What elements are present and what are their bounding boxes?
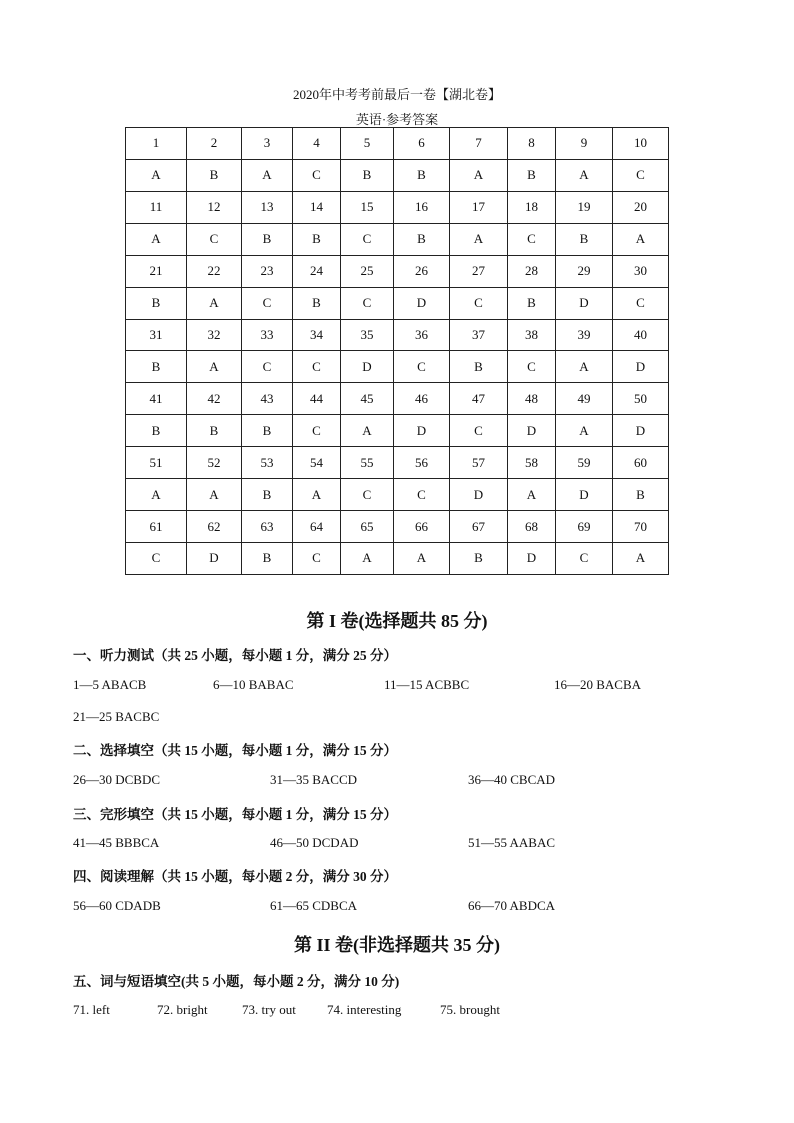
answer-cell: A <box>613 542 669 574</box>
answer-cell: C <box>293 415 341 447</box>
answer-cell: A <box>126 159 187 191</box>
section5-heading: 五、词与短语填空(共 5 小题，每小题 2 分，满分 10 分) <box>73 974 400 989</box>
question-number-cell: 50 <box>613 383 669 415</box>
question-number-cell: 64 <box>293 511 341 543</box>
answer-cell: D <box>187 542 242 574</box>
answer-group: 61—65 CDBCA <box>270 898 358 913</box>
question-number-cell: 12 <box>187 191 242 223</box>
answer-cell: C <box>450 287 508 319</box>
answer-cell: B <box>126 351 187 383</box>
answer-word: 71. left <box>73 1002 110 1017</box>
question-number-cell: 37 <box>450 319 508 351</box>
answer-word: 72. bright <box>157 1002 208 1017</box>
question-number-cell: 56 <box>394 447 450 479</box>
answer-cell: C <box>508 223 556 255</box>
answer-cell: D <box>341 351 394 383</box>
answer-cell: D <box>450 479 508 511</box>
answer-cell: C <box>293 542 341 574</box>
answer-cell: A <box>187 479 242 511</box>
answer-cell: B <box>242 479 293 511</box>
answer-cell: C <box>242 287 293 319</box>
question-number-cell: 31 <box>126 319 187 351</box>
question-number-cell: 67 <box>450 511 508 543</box>
question-number-cell: 55 <box>341 447 394 479</box>
document-title: 2020年中考考前最后一卷【湖北卷】 <box>292 87 501 102</box>
answer-cell: A <box>508 479 556 511</box>
question-number-cell: 53 <box>242 447 293 479</box>
question-number-cell: 22 <box>187 255 242 287</box>
question-number-cell: 70 <box>613 511 669 543</box>
answer-cell: A <box>450 223 508 255</box>
answer-cell: B <box>187 415 242 447</box>
answer-cell: D <box>613 415 669 447</box>
answer-cell: C <box>126 542 187 574</box>
answer-cell: B <box>126 415 187 447</box>
question-number-cell: 18 <box>508 191 556 223</box>
answer-cell: B <box>508 287 556 319</box>
answer-group: 46—50 DCDAD <box>270 835 359 850</box>
question-number-cell: 36 <box>394 319 450 351</box>
answer-cell: B <box>341 159 394 191</box>
question-number-cell: 23 <box>242 255 293 287</box>
answer-cell: B <box>242 415 293 447</box>
answer-group: 21—25 BACBC <box>73 709 160 724</box>
section4-heading: 四、阅读理解（共 15 小题，每小题 2 分，满分 30 分） <box>73 869 397 884</box>
question-number-cell: 45 <box>341 383 394 415</box>
question-number-cell: 1 <box>126 128 187 160</box>
answer-cell: A <box>187 351 242 383</box>
answer-cell: B <box>613 479 669 511</box>
answer-cell: C <box>394 479 450 511</box>
answer-cell: C <box>341 287 394 319</box>
answer-cell: A <box>394 542 450 574</box>
question-number-cell: 44 <box>293 383 341 415</box>
question-number-cell: 9 <box>556 128 613 160</box>
question-number-cell: 26 <box>394 255 450 287</box>
question-number-cell: 24 <box>293 255 341 287</box>
answer-cell: D <box>556 479 613 511</box>
question-number-row <box>126 383 669 415</box>
answer-cell: B <box>293 287 341 319</box>
answer-cell: D <box>394 287 450 319</box>
answer-group: 36—40 CBCAD <box>468 772 556 787</box>
answer-cell: C <box>293 159 341 191</box>
question-number-cell: 10 <box>613 128 669 160</box>
question-number-cell: 5 <box>341 128 394 160</box>
question-number-cell: 28 <box>508 255 556 287</box>
question-number-cell: 14 <box>293 191 341 223</box>
question-number-cell: 43 <box>242 383 293 415</box>
question-number-cell: 59 <box>556 447 613 479</box>
question-number-cell: 25 <box>341 255 394 287</box>
answer-group: 11—15 ACBBC <box>384 677 470 692</box>
question-number-cell: 39 <box>556 319 613 351</box>
answer-cell: A <box>187 287 242 319</box>
answer-cell: C <box>293 351 341 383</box>
question-number-cell: 47 <box>450 383 508 415</box>
answer-group: 66—70 ABDCA <box>468 898 556 913</box>
answer-word: 75. brought <box>440 1002 500 1017</box>
answer-cell: B <box>556 223 613 255</box>
question-number-cell: 15 <box>341 191 394 223</box>
answer-cell: A <box>242 159 293 191</box>
question-number-cell: 60 <box>613 447 669 479</box>
answer-cell: C <box>242 351 293 383</box>
answer-row <box>126 351 669 383</box>
answer-group: 1—5 ABACB <box>73 677 147 692</box>
answer-cell: C <box>556 542 613 574</box>
answer-cell: D <box>508 415 556 447</box>
answer-row <box>126 479 669 511</box>
answer-row <box>126 542 669 574</box>
answer-row <box>126 159 669 191</box>
question-number-row <box>126 255 669 287</box>
answer-cell: A <box>341 415 394 447</box>
answer-table <box>125 127 669 575</box>
answer-cell: A <box>293 479 341 511</box>
question-number-cell: 62 <box>187 511 242 543</box>
answer-cell: B <box>242 542 293 574</box>
question-number-cell: 40 <box>613 319 669 351</box>
question-number-cell: 68 <box>508 511 556 543</box>
document-subtitle: 英语·参考答案 <box>355 112 439 127</box>
question-number-cell: 21 <box>126 255 187 287</box>
question-number-cell: 20 <box>613 191 669 223</box>
answer-cell: B <box>450 351 508 383</box>
answer-cell: A <box>126 223 187 255</box>
question-number-cell: 63 <box>242 511 293 543</box>
question-number-cell: 6 <box>394 128 450 160</box>
answer-cell: C <box>508 351 556 383</box>
answer-group: 56—60 CDADB <box>73 898 161 913</box>
answer-word: 74. interesting <box>327 1002 402 1017</box>
answer-cell: A <box>341 542 394 574</box>
answer-cell: B <box>187 159 242 191</box>
answer-cell: A <box>613 223 669 255</box>
question-number-cell: 29 <box>556 255 613 287</box>
answer-row <box>126 287 669 319</box>
answer-cell: B <box>450 542 508 574</box>
answer-cell: B <box>394 223 450 255</box>
question-number-cell: 16 <box>394 191 450 223</box>
answer-cell: C <box>613 287 669 319</box>
question-number-row <box>126 447 669 479</box>
answer-cell: B <box>242 223 293 255</box>
question-number-cell: 57 <box>450 447 508 479</box>
part1-heading: 第 I 卷(选择题共 85 分) <box>306 611 488 631</box>
question-number-cell: 35 <box>341 319 394 351</box>
question-number-row <box>126 319 669 351</box>
question-number-cell: 13 <box>242 191 293 223</box>
answer-cell: C <box>394 351 450 383</box>
answer-cell: C <box>450 415 508 447</box>
answer-group: 16—20 BACBA <box>554 677 642 692</box>
answer-cell: A <box>126 479 187 511</box>
answer-cell: B <box>394 159 450 191</box>
answer-group: 31—35 BACCD <box>270 772 358 787</box>
question-number-cell: 4 <box>293 128 341 160</box>
section2-heading: 二、选择填空（共 15 小题，每小题 1 分，满分 15 分） <box>73 743 397 758</box>
answer-cell: C <box>613 159 669 191</box>
answer-cell: A <box>556 415 613 447</box>
question-number-cell: 66 <box>394 511 450 543</box>
answer-cell: D <box>394 415 450 447</box>
question-number-cell: 52 <box>187 447 242 479</box>
question-number-cell: 32 <box>187 319 242 351</box>
part2-heading: 第 II 卷(非选择题共 35 分) <box>294 935 500 955</box>
question-number-cell: 17 <box>450 191 508 223</box>
question-number-cell: 7 <box>450 128 508 160</box>
answer-cell: C <box>341 223 394 255</box>
question-number-cell: 30 <box>613 255 669 287</box>
question-number-cell: 11 <box>126 191 187 223</box>
question-number-cell: 54 <box>293 447 341 479</box>
answer-cell: C <box>341 479 394 511</box>
question-number-cell: 41 <box>126 383 187 415</box>
question-number-row <box>126 191 669 223</box>
answer-cell: C <box>187 223 242 255</box>
question-number-cell: 69 <box>556 511 613 543</box>
answer-word: 73. try out <box>242 1002 296 1017</box>
question-number-row <box>126 511 669 543</box>
question-number-cell: 8 <box>508 128 556 160</box>
question-number-cell: 2 <box>187 128 242 160</box>
answer-cell: D <box>613 351 669 383</box>
answer-group: 51—55 AABAC <box>468 835 556 850</box>
answer-row <box>126 223 669 255</box>
question-number-cell: 46 <box>394 383 450 415</box>
question-number-cell: 49 <box>556 383 613 415</box>
question-number-cell: 38 <box>508 319 556 351</box>
question-number-cell: 51 <box>126 447 187 479</box>
answer-cell: B <box>293 223 341 255</box>
section1-heading: 一、听力测试（共 25 小题，每小题 1 分，满分 25 分） <box>73 648 397 663</box>
question-number-cell: 65 <box>341 511 394 543</box>
answer-group: 6—10 BABAC <box>213 677 294 692</box>
answer-cell: D <box>508 542 556 574</box>
answer-cell: B <box>508 159 556 191</box>
question-number-cell: 3 <box>242 128 293 160</box>
question-number-cell: 58 <box>508 447 556 479</box>
answer-row <box>126 415 669 447</box>
question-number-cell: 33 <box>242 319 293 351</box>
answer-cell: A <box>556 159 613 191</box>
answer-cell: B <box>126 287 187 319</box>
question-number-cell: 48 <box>508 383 556 415</box>
answer-cell: A <box>556 351 613 383</box>
answer-group: 26—30 DCBDC <box>73 772 161 787</box>
question-number-cell: 61 <box>126 511 187 543</box>
question-number-row <box>126 128 669 160</box>
question-number-cell: 27 <box>450 255 508 287</box>
question-number-cell: 19 <box>556 191 613 223</box>
answer-group: 41—45 BBBCA <box>73 835 160 850</box>
question-number-cell: 42 <box>187 383 242 415</box>
section3-heading: 三、完形填空（共 15 小题，每小题 1 分，满分 15 分） <box>73 807 397 822</box>
question-number-cell: 34 <box>293 319 341 351</box>
answer-cell: A <box>450 159 508 191</box>
answer-cell: D <box>556 287 613 319</box>
